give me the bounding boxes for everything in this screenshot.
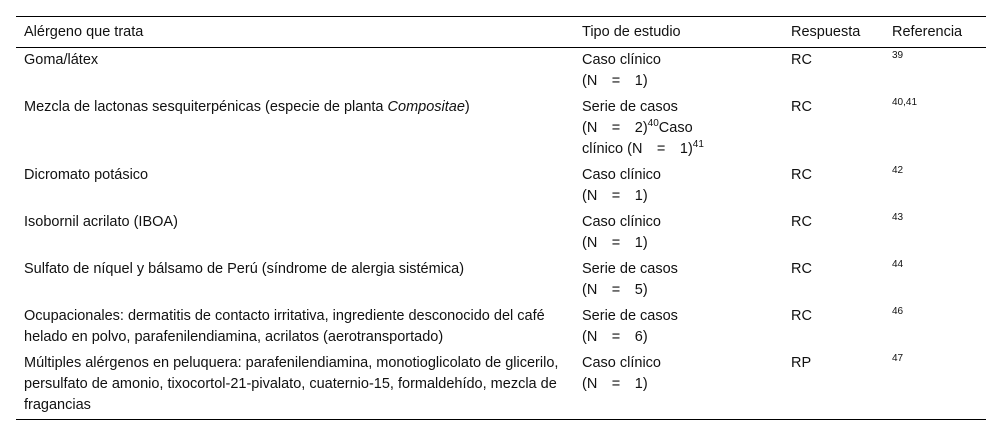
sample-size: (N = 2) <box>582 120 648 136</box>
reference-cell <box>884 210 986 257</box>
allergen-table <box>16 16 986 420</box>
study-type: Serie de casos <box>582 308 678 324</box>
reference-cell <box>884 304 986 351</box>
table-row <box>16 163 986 210</box>
header-study-type: Tipo de estudio <box>574 17 783 48</box>
reference-number: 47 <box>892 353 904 364</box>
allergen-italic-text: Compositae <box>387 99 465 115</box>
study-type-continued: Caso <box>658 120 693 136</box>
response-cell: RC <box>791 214 812 230</box>
header-response: Respuesta <box>783 17 884 48</box>
table-body <box>16 48 986 420</box>
response-cell: RC <box>791 261 812 277</box>
study-cell <box>574 351 783 420</box>
reference-number: 39 <box>892 50 904 61</box>
sample-size: (N = 6) <box>582 329 648 345</box>
study-cell <box>574 257 783 304</box>
reference-cell <box>884 163 986 210</box>
study-cell <box>574 210 783 257</box>
sample-size: clínico (N = 1) <box>582 141 693 157</box>
reference-cell <box>884 351 986 420</box>
allergen-cell: Goma/látex <box>24 52 99 68</box>
study-cell <box>574 163 783 210</box>
study-type: Caso clínico <box>582 214 661 230</box>
response-cell: RC <box>791 308 812 324</box>
reference-cell <box>884 95 986 163</box>
response-cell: RC <box>791 167 812 183</box>
reference-cell <box>884 48 986 96</box>
allergen-text: Mezcla de lactonas sesquiterpénicas (especie de planta <box>24 99 388 115</box>
reference-cell <box>884 257 986 304</box>
sample-size: (N = 1) <box>582 73 648 89</box>
study-type: Caso clínico <box>582 167 661 183</box>
citation-superscript: 41 <box>692 139 704 151</box>
study-type: Serie de casos <box>582 99 678 115</box>
allergen-cell: Múltiples alérgenos en peluquera: parafenilendiamina, monotioglicolato de glicerilo, persulfato de amonio, tixocortol-21-pivalato, cuaternio-15, formaldehído, mezcla de fragancias <box>16 351 574 420</box>
table-row <box>16 210 986 257</box>
reference-number: 42 <box>892 165 904 176</box>
study-cell <box>574 304 783 351</box>
citation-superscript: 40 <box>647 118 659 130</box>
table-row <box>16 95 986 163</box>
sample-size: (N = 1) <box>582 188 648 204</box>
allergen-table-container <box>16 16 986 420</box>
response-cell: RP <box>783 351 884 420</box>
allergen-cell: Sulfato de níquel y bálsamo de Perú (síndrome de alergia sistémica) <box>24 261 465 277</box>
study-type: Caso clínico <box>582 355 661 371</box>
table-row <box>16 48 986 96</box>
study-type: Serie de casos <box>582 261 678 277</box>
reference-number: 40,41 <box>892 97 918 108</box>
header-reference: Referencia <box>884 17 986 48</box>
sample-size: (N = 5) <box>582 282 648 298</box>
sample-size: (N = 1) <box>582 235 648 251</box>
table-header <box>16 17 986 48</box>
table-row <box>16 351 986 420</box>
allergen-cell <box>16 95 574 163</box>
sample-size: (N = 1) <box>582 376 648 392</box>
reference-number: 43 <box>892 212 904 223</box>
allergen-cell: Dicromato potásico <box>24 167 149 183</box>
study-cell <box>574 48 783 96</box>
allergen-cell: Isobornil acrilato (IBOA) <box>24 214 178 230</box>
table-row <box>16 257 986 304</box>
study-cell <box>574 95 783 163</box>
study-type: Caso clínico <box>582 52 661 68</box>
table-row <box>16 304 986 351</box>
header-allergen: Alérgeno que trata <box>16 17 574 48</box>
allergen-cell: Ocupacionales: dermatitis de contacto irritativa, ingrediente desconocido del café helado en polvo, parafenilendiamina, acrilatos (aerotransportado) <box>24 308 545 345</box>
header-row <box>16 17 986 48</box>
response-cell: RC <box>791 52 812 68</box>
reference-number: 44 <box>892 259 904 270</box>
allergen-text-end: ) <box>464 99 470 115</box>
response-cell: RC <box>791 99 812 115</box>
reference-number: 46 <box>892 306 904 317</box>
